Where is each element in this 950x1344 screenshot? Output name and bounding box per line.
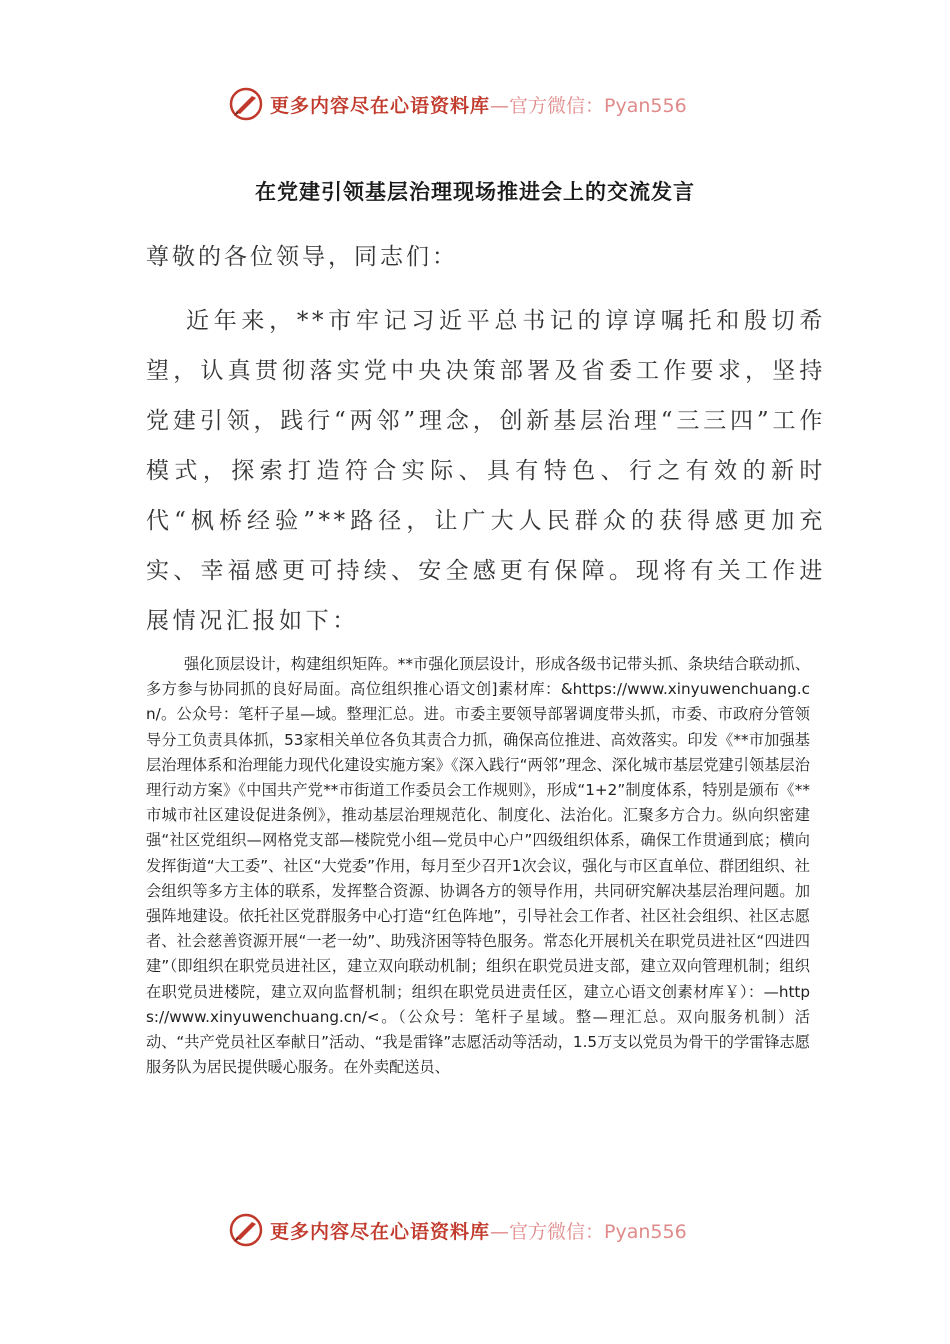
banner-sub-text: —官方微信：Pyan556	[490, 1220, 687, 1243]
header-banner	[228, 80, 748, 128]
body-paragraph: 强化顶层设计，构建组织矩阵。**市强化顶层设计，形成各级书记带头抓、条块结合联动抓、多方参与协同抓的良好局面。高位组织推心语文创]素材库：&https://www.xinyuwenchuang.cn/。公众号：笔杆子星—域。整理汇总。进。市委主要领导部署调度带头抓，市委、市政府分管领导分工负责具体抓，53家相关单位各负其责合力抓，确保高位推进、高效落实。印发《**市加强基层治理体系和治理能力现代化建设实施方案》《深入践行“两邻”理念、深化城市基层党建引领基层治理行动方案》《中国共产党**市街道工作委员会工作规则》，形成“1+2”制度体系，特别是颁布《**市城市社区建设促进条例》，推动基层治理规范化、制度化、法治化。汇聚多方合力。纵向织密建强“社区党组织—网格党支部—楼院党小组—党员中心户”四级组织体系，确保工作贯通到底；横向发挥街道“大工委”、社区“大党委”作用，每月至少召开1次会议，强化与市区直单位、群团组织、社会组织等多方主体的联系，发挥整合资源、协调各方的领导作用，共同研究解决基层治理问题。加强阵地建设。依托社区党群服务中心打造“红色阵地”，引导社会工作者、社区社会组织、社区志愿者、社会慈善资源开展“一老一幼”、助残济困等特色服务。常态化开展机关在职党员进社区“四进四建”（即组织在职党员进社区，建立双向联动机制；组织在职党员进支部，建立双向管理机制；组织在职党员进楼院，建立双向监督机制；组织在职党员进责任区，建立心语文创素材库￥）：—https://www.xinyuwenchuang.cn/<。（公众号：笔杆子星域。整—理汇总。双向服务机制）活动、“共产党员社区奉献日”活动、“我是雷锋”志愿活动等活动，1.5万支以党员为骨干的学雷锋志愿服务队为居民提供暖心服务。在外卖配送员、	[146, 655, 810, 1077]
pen-logo-icon	[228, 1212, 264, 1248]
document-title: 在党建引领基层治理现场推进会上的交流发言	[255, 180, 695, 204]
banner-main-text: 更多内容尽在心语资料库	[270, 94, 491, 117]
banner-sub-text: —官方微信：Pyan556	[490, 94, 687, 117]
salutation: 尊敬的各位领导，同志们：	[146, 244, 458, 270]
pen-logo-icon	[228, 86, 264, 122]
intro-paragraph: 近年来，**市牢记习近平总书记的谆谆嘱托和殷切希望，认真贯彻落实党中央决策部署及省委工作要求，坚持党建引领，践行“两邻”理念，创新基层治理“三三四”工作模式，探索打造符合实际、具有特色、行之有效的新时代“枫桥经验”**路径，让广大人民群众的获得感更加充实、幸福感更可持续、安全感更有保障。现将有关工作进展情况汇报如下：	[146, 308, 826, 634]
banner-main-text: 更多内容尽在心语资料库	[270, 1220, 491, 1243]
footer-banner	[228, 1206, 748, 1254]
